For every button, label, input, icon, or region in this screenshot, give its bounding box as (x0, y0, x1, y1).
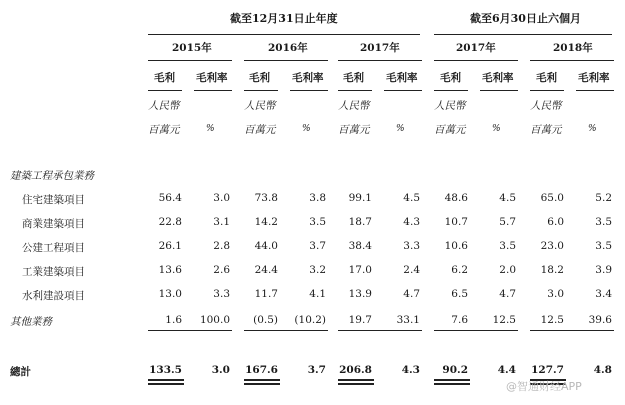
table-row-cell: 24.4 (254, 264, 278, 276)
table-row-cell: 2.0 (499, 264, 516, 276)
year-header-2017-h1: 2017年 (456, 42, 496, 54)
table-row-cell: 4.3 (403, 216, 420, 228)
total-underline-a-2017-h1 (434, 379, 470, 381)
total-row-cell: 127.7 (531, 364, 564, 376)
other-row-label: 其他業務 (10, 316, 52, 328)
table-row-cell: 5.7 (499, 216, 516, 228)
total-row-cell: 206.8 (339, 364, 372, 376)
col-underline-gp-2017 (338, 90, 372, 91)
table-row-cell: 3.0 (547, 288, 564, 300)
year-underline-2017 (338, 60, 422, 61)
table-row-cell: 3.5 (499, 240, 516, 252)
other-row-underline-2018-h1 (530, 330, 614, 331)
col-underline-gp-2015 (148, 90, 182, 91)
total-row-cell: 90.2 (442, 364, 468, 376)
table-row-cell: 38.4 (348, 240, 372, 252)
total-underline-a-2016 (244, 379, 280, 381)
table-row-cell: 6.5 (451, 288, 468, 300)
other-row-cell: 1.6 (165, 314, 182, 326)
year-header-2017: 2017年 (360, 42, 400, 54)
unit-pct-2017: % (396, 124, 405, 134)
col-header-margin-2016: 毛利率 (292, 72, 324, 84)
unit-rmb-2017: 人民幣 (338, 100, 370, 112)
group-underline-six-months (434, 34, 612, 35)
table-row-cell: 11.7 (254, 288, 278, 300)
table-row-cell: 3.8 (309, 192, 326, 204)
table-row-cell: 26.1 (158, 240, 182, 252)
total-underline-b-2015 (148, 383, 184, 385)
col-underline-gp-2018-h1 (530, 90, 564, 91)
table-row-cell: 10.6 (444, 240, 468, 252)
table-row-label: 住宅建築項目 (22, 194, 85, 206)
table-row-cell: 2.8 (213, 240, 230, 252)
other-row-underline-2017-h1 (434, 330, 518, 331)
year-underline-2016 (244, 60, 328, 61)
other-row-cell: (10.2) (294, 314, 326, 326)
total-underline-b-2017 (338, 383, 374, 385)
year-underline-2017-h1 (434, 60, 518, 61)
unit-pct-2016: % (302, 124, 311, 134)
table-row-cell: 3.4 (595, 288, 612, 300)
col-underline-gp-2016 (244, 90, 278, 91)
table-row-cell: 5.2 (595, 192, 612, 204)
total-row-cell: 4.3 (401, 364, 420, 376)
col-header-gross-profit-2015: 毛利 (154, 72, 175, 84)
col-header-margin-2015: 毛利率 (196, 72, 228, 84)
unit-pct-2018-h1: % (588, 124, 597, 134)
group-underline-year-end (148, 34, 420, 35)
table-row-cell: 17.0 (348, 264, 372, 276)
table-row-cell: 18.7 (348, 216, 372, 228)
col-header-gross-profit-2017: 毛利 (343, 72, 364, 84)
col-underline-m-2015 (194, 90, 232, 91)
unit-rmb-2015: 人民幣 (148, 100, 180, 112)
table-row-cell: 4.5 (403, 192, 420, 204)
total-row-cell: 3.7 (307, 364, 326, 376)
group-header-year-end: 截至12月31日止年度 (230, 12, 338, 25)
total-row-cell: 3.0 (211, 364, 230, 376)
table-row-cell: 73.8 (254, 192, 278, 204)
table-row-cell: 18.2 (540, 264, 564, 276)
other-row-cell: 19.7 (348, 314, 372, 326)
table-row-cell: 4.7 (499, 288, 516, 300)
total-row-cell: 4.4 (497, 364, 516, 376)
year-underline-2015 (148, 60, 232, 61)
table-row-cell: 4.1 (309, 288, 326, 300)
table-row-cell: 65.0 (540, 192, 564, 204)
col-underline-m-2018-h1 (576, 90, 614, 91)
table-row-label: 公建工程項目 (22, 242, 85, 254)
col-header-gross-profit-2016: 毛利 (249, 72, 270, 84)
year-header-2018-h1: 2018年 (553, 42, 593, 54)
table-row-cell: 4.5 (499, 192, 516, 204)
total-underline-a-2015 (148, 379, 184, 381)
other-row-cell: (0.5) (253, 314, 278, 326)
unit-pct-2015: % (206, 124, 215, 134)
other-row-cell: 7.6 (451, 314, 468, 326)
year-underline-2018-h1 (530, 60, 614, 61)
col-header-margin-2017: 毛利率 (386, 72, 418, 84)
total-underline-a-2017 (338, 379, 374, 381)
table-row-cell: 3.5 (595, 216, 612, 228)
table-row-label: 水利建設項目 (22, 290, 85, 302)
table-row-cell: 3.5 (309, 216, 326, 228)
total-row-label: 總計 (10, 366, 31, 378)
table-row-cell: 44.0 (254, 240, 278, 252)
unit-million-2016: 百萬元 (244, 124, 276, 136)
col-header-gross-profit-2017-h1: 毛利 (440, 72, 461, 84)
table-row-cell: 13.0 (158, 288, 182, 300)
table-row-cell: 3.5 (595, 240, 612, 252)
col-header-margin-2018-h1: 毛利率 (578, 72, 610, 84)
table-row-cell: 6.2 (451, 264, 468, 276)
table-row-cell: 3.9 (595, 264, 612, 276)
table-row-cell: 2.6 (213, 264, 230, 276)
total-row-cell: 4.8 (593, 364, 612, 376)
section-title-construction: 建築工程承包業務 (10, 170, 94, 182)
total-underline-b-2017-h1 (434, 383, 470, 385)
table-row-cell: 3.3 (403, 240, 420, 252)
col-header-margin-2017-h1: 毛利率 (482, 72, 514, 84)
table-row-cell: 22.8 (158, 216, 182, 228)
col-underline-m-2017 (384, 90, 422, 91)
table-row-cell: 2.4 (403, 264, 420, 276)
table-row-cell: 23.0 (540, 240, 564, 252)
year-header-2015: 2015年 (172, 42, 212, 54)
table-row-cell: 6.0 (547, 216, 564, 228)
other-row-cell: 12.5 (492, 314, 516, 326)
unit-rmb-2018-h1: 人民幣 (530, 100, 562, 112)
table-row-label: 工業建築項目 (22, 266, 85, 278)
col-underline-m-2016 (290, 90, 328, 91)
table-row-cell: 3.0 (213, 192, 230, 204)
unit-million-2015: 百萬元 (148, 124, 180, 136)
unit-rmb-2017-h1: 人民幣 (434, 100, 466, 112)
unit-million-2017-h1: 百萬元 (434, 124, 466, 136)
other-row-cell: 33.1 (396, 314, 420, 326)
unit-million-2018-h1: 百萬元 (530, 124, 562, 136)
other-row-cell: 39.6 (588, 314, 612, 326)
other-row-cell: 12.5 (540, 314, 564, 326)
table-row-cell: 99.1 (348, 192, 372, 204)
table-row-cell: 13.9 (348, 288, 372, 300)
table-row-cell: 14.2 (254, 216, 278, 228)
table-row-cell: 48.6 (444, 192, 468, 204)
table-row-cell: 4.7 (403, 288, 420, 300)
other-row-underline-2015 (148, 330, 232, 331)
total-row-cell: 167.6 (245, 364, 278, 376)
total-row-cell: 133.5 (149, 364, 182, 376)
col-underline-m-2017-h1 (480, 90, 518, 91)
table-row-cell: 13.6 (158, 264, 182, 276)
group-header-six-months: 截至6月30日止六個月 (470, 12, 581, 25)
watermark: @智通财经APP (506, 380, 582, 393)
total-underline-b-2016 (244, 383, 280, 385)
col-header-gross-profit-2018-h1: 毛利 (536, 72, 557, 84)
year-header-2016: 2016年 (268, 42, 308, 54)
unit-pct-2017-h1: % (492, 124, 501, 134)
table-row-cell: 3.3 (213, 288, 230, 300)
other-row-cell: 100.0 (199, 314, 230, 326)
table-row-cell: 10.7 (444, 216, 468, 228)
table-row-cell: 3.1 (213, 216, 230, 228)
col-underline-gp-2017-h1 (434, 90, 468, 91)
table-row-cell: 3.7 (309, 240, 326, 252)
table-row-cell: 3.2 (309, 264, 326, 276)
table-row-cell: 56.4 (158, 192, 182, 204)
unit-rmb-2016: 人民幣 (244, 100, 276, 112)
unit-million-2017: 百萬元 (338, 124, 370, 136)
other-row-underline-2016 (244, 330, 328, 331)
other-row-underline-2017 (338, 330, 422, 331)
table-row-label: 商業建築項目 (22, 218, 85, 230)
